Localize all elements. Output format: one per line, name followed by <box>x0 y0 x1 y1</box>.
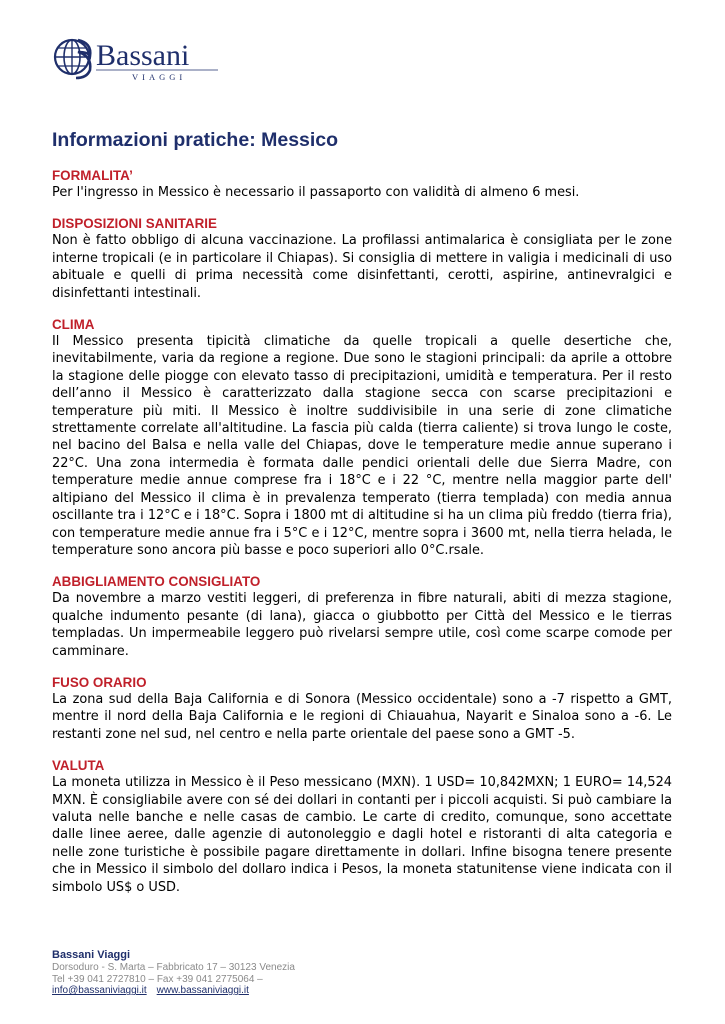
section-text: Da novembre a marzo vestiti leggeri, di preferenza in fibre naturali, abiti di mezza stagione, qualche indumento pesante (di lana), giacca o giubbotto per Città del Messico e le tierras templadas. Un impermeabile leggero può rivelarsi sempre utile, così come scarpe comode per camminare. <box>52 591 672 659</box>
logo-tagline: VIAGGI <box>132 72 187 82</box>
section-disposizioni-sanitarie <box>52 216 672 302</box>
logo-name: Bassani <box>96 39 190 72</box>
website-link[interactable]: www.bassaniviaggi.it <box>156 985 249 997</box>
footer-links <box>52 985 452 997</box>
section-abbigliamento <box>52 574 672 660</box>
section-valuta <box>52 758 672 896</box>
section-clima <box>52 317 672 559</box>
section-heading: DISPOSIZIONI SANITARIE <box>52 216 217 232</box>
section-heading: FUSO ORARIO <box>52 674 147 690</box>
footer-phone: Tel +39 041 2727810 – Fax +39 041 2775064 – <box>52 973 263 985</box>
logo-graphic <box>52 32 222 84</box>
section-heading: VALUTA <box>52 758 105 774</box>
section-heading: CLIMA <box>52 317 95 333</box>
footer-company: Bassani Viaggi <box>52 949 131 961</box>
globe-b-icon <box>55 40 90 78</box>
section-formalita <box>52 168 672 201</box>
section-heading: ABBIGLIAMENTO CONSIGLIATO <box>52 574 261 590</box>
page-title: Informazioni pratiche: Messico <box>52 129 339 151</box>
document-body <box>52 128 672 911</box>
section-text: Non è fatto obbligo di alcuna vaccinazione. La profilassi antimalarica è consigliata per le zone interne tropicali (e in particolare il Chiapas). Si consiglia di mettere in valigia i medicinali di uso abituale e quelli di prima necessità come disinfettanti, cerotti, aspirine, antinevralgici e disinfettanti intestinali. <box>52 233 672 301</box>
section-text: Il Messico presenta tipicità climatiche da quelle tropicali a quelle desertiche che, inevitabilmente, varia da regione a regione. Due sono le stagioni principali: da aprile a ottobre la stagione delle piogge con elevato tasso di precipitazioni, umidità e temperatura. Per il resto dell’anno il Messico è caratterizzato dalla stagione secca con scarse precipitazioni e temperature più miti. Il Messico è inoltre suddivisibile in una serie di zone climatiche strettamente correlate all'altitudine. La fascia più calda (tierra caliente) si trova lungo le coste, nel bacino del Balsa e nella valle del Chiapas, dove le temperature medie annue superano i 22°C. Una zona intermedia è formata dalle pendici orientali delle due Sierra Madre, con temperature medie annue comprese fra i 18°C e i 22 °C, mentre nella maggior parte dell' altipiano del Messico il clima è in prevalenza temperato (tierra templada) con media annua oscillante tra i 12°C e i 18°C. Sopra i 1800 mt di altitudine si ha un clima più freddo (tierra fria), con temperature medie annue fra i 5°C e i 12°C, mentre sopra i 3600 mt, nella tierra helada, le temperature sono ancora più basse e poco superiori allo 0°C.rsale. <box>52 334 672 558</box>
section-text: La moneta utilizza in Messico è il Peso messicano (MXN). 1 USD= 10,842MXN; 1 EURO= 14,524 MXN. È consigliabile avere con sé dei dollari in contanti per i piccoli acquisti. Si può cambiare la valuta nelle banche e nelle casas de cambio. Le carte di credito, comunque, sono accettate dalle linee aeree, dalle agenzie di autonoleggio e dagli hotel e ristoranti di alta categoria e nelle zone turistiche è possibile pagare direttamente in dollari. Infine bisogna tenere presente che in Messico il simbolo del dollaro indica i Pesos, la moneta statunitense viene indicata con il simbolo US$ o USD. <box>52 775 672 895</box>
section-text: La zona sud della Baja California e di Sonora (Messico occidentale) sono a -7 rispetto a GMT, mentre il nord della Baja California e le regioni di Chiauahua, Nayarit e Sinaloa sono a -6. Le restanti zone nel sud, nel centro e nella parte orientale del paese sono a GMT -5. <box>52 691 672 742</box>
section-fuso-orario <box>52 675 672 743</box>
footer-address: Dorsoduro - S. Marta – Fabbricato 17 – 30123 Venezia <box>52 962 295 973</box>
footer <box>52 949 452 997</box>
section-heading: FORMALITA’ <box>52 168 133 183</box>
section-text: Per l'ingresso in Messico è necessario il passaporto con validità di almeno 6 mesi. <box>52 185 580 200</box>
email-link[interactable]: info@bassaniviaggi.it <box>52 985 147 997</box>
bassani-viaggi-logo <box>52 32 222 84</box>
